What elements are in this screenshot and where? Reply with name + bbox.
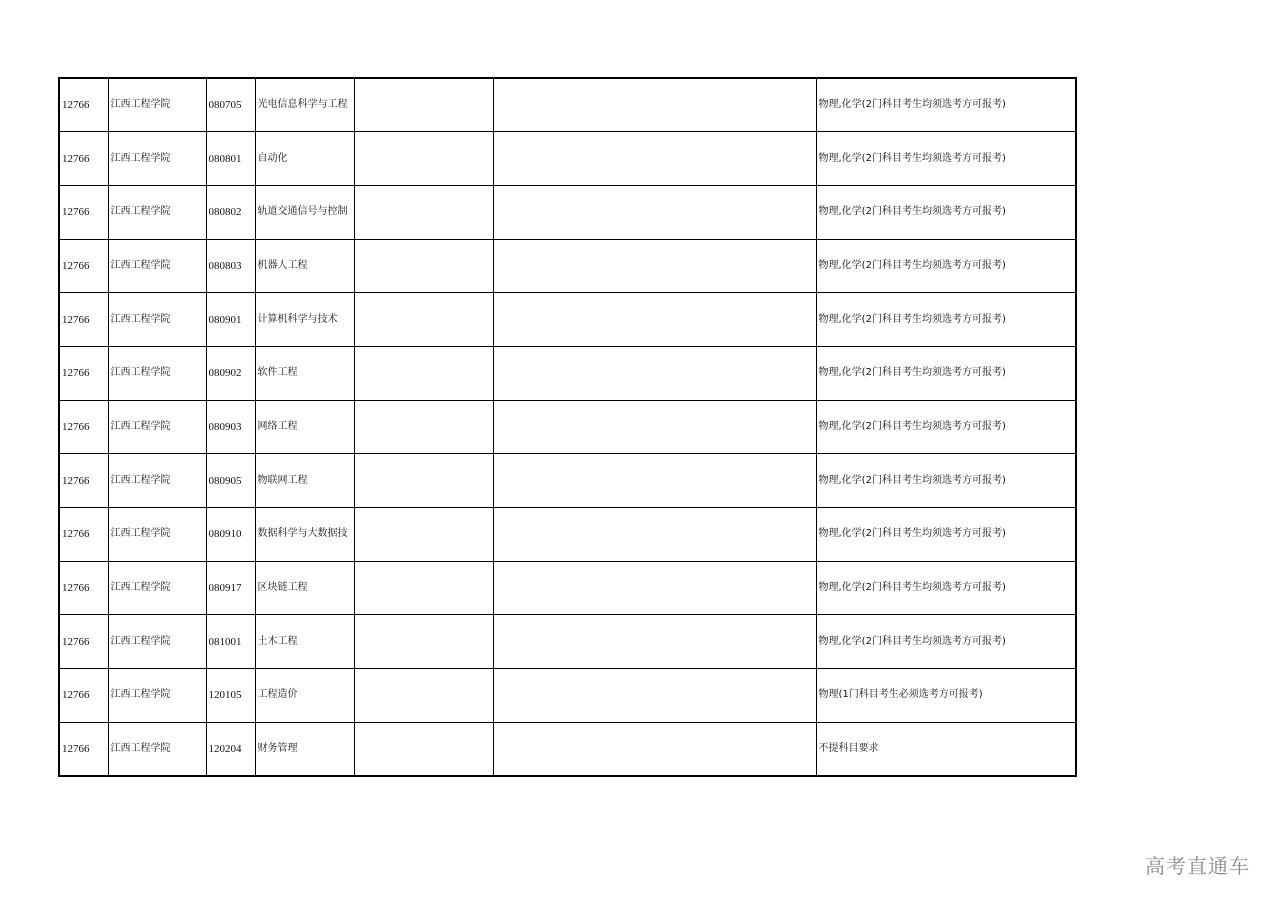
- school-code-cell: 12766: [59, 615, 108, 669]
- blank-cell-b: [493, 722, 816, 776]
- school-name-cell: 江西工程学院: [108, 561, 206, 615]
- table-row: [59, 561, 1076, 615]
- table-row: [59, 78, 1076, 132]
- table-row: [59, 615, 1076, 669]
- major-name-cell: 土木工程: [255, 615, 354, 669]
- school-name-cell: 江西工程学院: [108, 400, 206, 454]
- blank-cell-a: [354, 615, 493, 669]
- major-name-cell: 工程造价: [255, 669, 354, 723]
- table-body: [59, 78, 1076, 776]
- blank-cell-a: [354, 185, 493, 239]
- subject-requirement-cell: 物理,化学(2门科目考生均须选考方可报考): [816, 615, 1076, 669]
- blank-cell-b: [493, 454, 816, 508]
- major-name-cell: 光电信息科学与工程: [255, 78, 354, 132]
- school-code-cell: 12766: [59, 185, 108, 239]
- blank-cell-a: [354, 669, 493, 723]
- blank-cell-b: [493, 400, 816, 454]
- blank-cell-a: [354, 132, 493, 186]
- blank-cell-a: [354, 400, 493, 454]
- table-row: [59, 346, 1076, 400]
- blank-cell-b: [493, 561, 816, 615]
- table-row: [59, 454, 1076, 508]
- blank-cell-a: [354, 239, 493, 293]
- school-code-cell: 12766: [59, 722, 108, 776]
- table-row: [59, 400, 1076, 454]
- subject-requirement-cell: 物理,化学(2门科目考生均须选考方可报考): [816, 508, 1076, 562]
- major-code-cell: 080905: [206, 454, 255, 508]
- school-code-cell: 12766: [59, 132, 108, 186]
- blank-cell-a: [354, 346, 493, 400]
- major-code-cell: 080801: [206, 132, 255, 186]
- school-name-cell: 江西工程学院: [108, 185, 206, 239]
- table-row: [59, 508, 1076, 562]
- school-name-cell: 江西工程学院: [108, 508, 206, 562]
- school-code-cell: 12766: [59, 561, 108, 615]
- major-code-cell: 080903: [206, 400, 255, 454]
- major-name-cell: 区块链工程: [255, 561, 354, 615]
- subject-requirement-cell: 物理,化学(2门科目考生均须选考方可报考): [816, 346, 1076, 400]
- major-name-cell: 轨道交通信号与控制: [255, 185, 354, 239]
- school-name-cell: 江西工程学院: [108, 78, 206, 132]
- major-code-cell: 080902: [206, 346, 255, 400]
- subject-requirement-cell: 物理,化学(2门科目考生均须选考方可报考): [816, 78, 1076, 132]
- blank-cell-a: [354, 508, 493, 562]
- school-name-cell: 江西工程学院: [108, 293, 206, 347]
- school-name-cell: 江西工程学院: [108, 239, 206, 293]
- blank-cell-b: [493, 669, 816, 723]
- blank-cell-a: [354, 561, 493, 615]
- blank-cell-b: [493, 508, 816, 562]
- subject-requirement-cell: 不提科目要求: [816, 722, 1076, 776]
- school-code-cell: 12766: [59, 239, 108, 293]
- blank-cell-b: [493, 132, 816, 186]
- school-name-cell: 江西工程学院: [108, 346, 206, 400]
- blank-cell-b: [493, 346, 816, 400]
- subject-requirement-cell: 物理,化学(2门科目考生均须选考方可报考): [816, 293, 1076, 347]
- blank-cell-a: [354, 454, 493, 508]
- table-row: [59, 239, 1076, 293]
- major-code-cell: 080802: [206, 185, 255, 239]
- school-code-cell: 12766: [59, 293, 108, 347]
- school-code-cell: 12766: [59, 400, 108, 454]
- major-code-cell: 080917: [206, 561, 255, 615]
- watermark-text: 高考直通车: [1145, 854, 1250, 878]
- table-row: [59, 132, 1076, 186]
- subject-requirement-cell: 物理,化学(2门科目考生均须选考方可报考): [816, 400, 1076, 454]
- subject-requirement-cell: 物理,化学(2门科目考生均须选考方可报考): [816, 132, 1076, 186]
- subject-requirement-cell: 物理,化学(2门科目考生均须选考方可报考): [816, 185, 1076, 239]
- blank-cell-b: [493, 239, 816, 293]
- blank-cell-b: [493, 78, 816, 132]
- table-row: [59, 722, 1076, 776]
- school-code-cell: 12766: [59, 454, 108, 508]
- subject-requirement-cell: 物理(1门科目考生必须选考方可报考): [816, 669, 1076, 723]
- subject-requirement-cell: 物理,化学(2门科目考生均须选考方可报考): [816, 561, 1076, 615]
- school-name-cell: 江西工程学院: [108, 615, 206, 669]
- major-name-cell: 物联网工程: [255, 454, 354, 508]
- school-code-cell: 12766: [59, 508, 108, 562]
- blank-cell-a: [354, 293, 493, 347]
- major-code-cell: 080901: [206, 293, 255, 347]
- subject-requirement-cell: 物理,化学(2门科目考生均须选考方可报考): [816, 454, 1076, 508]
- table-row: [59, 185, 1076, 239]
- subject-requirements-table: [58, 77, 1077, 777]
- blank-cell-b: [493, 185, 816, 239]
- school-name-cell: 江西工程学院: [108, 132, 206, 186]
- major-name-cell: 机器人工程: [255, 239, 354, 293]
- school-code-cell: 12766: [59, 669, 108, 723]
- school-name-cell: 江西工程学院: [108, 669, 206, 723]
- major-code-cell: 120204: [206, 722, 255, 776]
- school-code-cell: 12766: [59, 346, 108, 400]
- blank-cell-a: [354, 78, 493, 132]
- school-name-cell: 江西工程学院: [108, 722, 206, 776]
- major-code-cell: 081001: [206, 615, 255, 669]
- major-name-cell: 计算机科学与技术: [255, 293, 354, 347]
- blank-cell-b: [493, 615, 816, 669]
- table-row: [59, 669, 1076, 723]
- major-name-cell: 自动化: [255, 132, 354, 186]
- major-code-cell: 120105: [206, 669, 255, 723]
- table-row: [59, 293, 1076, 347]
- major-code-cell: 080803: [206, 239, 255, 293]
- subject-requirement-cell: 物理,化学(2门科目考生均须选考方可报考): [816, 239, 1076, 293]
- major-name-cell: 软件工程: [255, 346, 354, 400]
- major-name-cell: 数据科学与大数据技: [255, 508, 354, 562]
- major-code-cell: 080705: [206, 78, 255, 132]
- major-name-cell: 财务管理: [255, 722, 354, 776]
- major-name-cell: 网络工程: [255, 400, 354, 454]
- blank-cell-a: [354, 722, 493, 776]
- major-code-cell: 080910: [206, 508, 255, 562]
- blank-cell-b: [493, 293, 816, 347]
- school-code-cell: 12766: [59, 78, 108, 132]
- school-name-cell: 江西工程学院: [108, 454, 206, 508]
